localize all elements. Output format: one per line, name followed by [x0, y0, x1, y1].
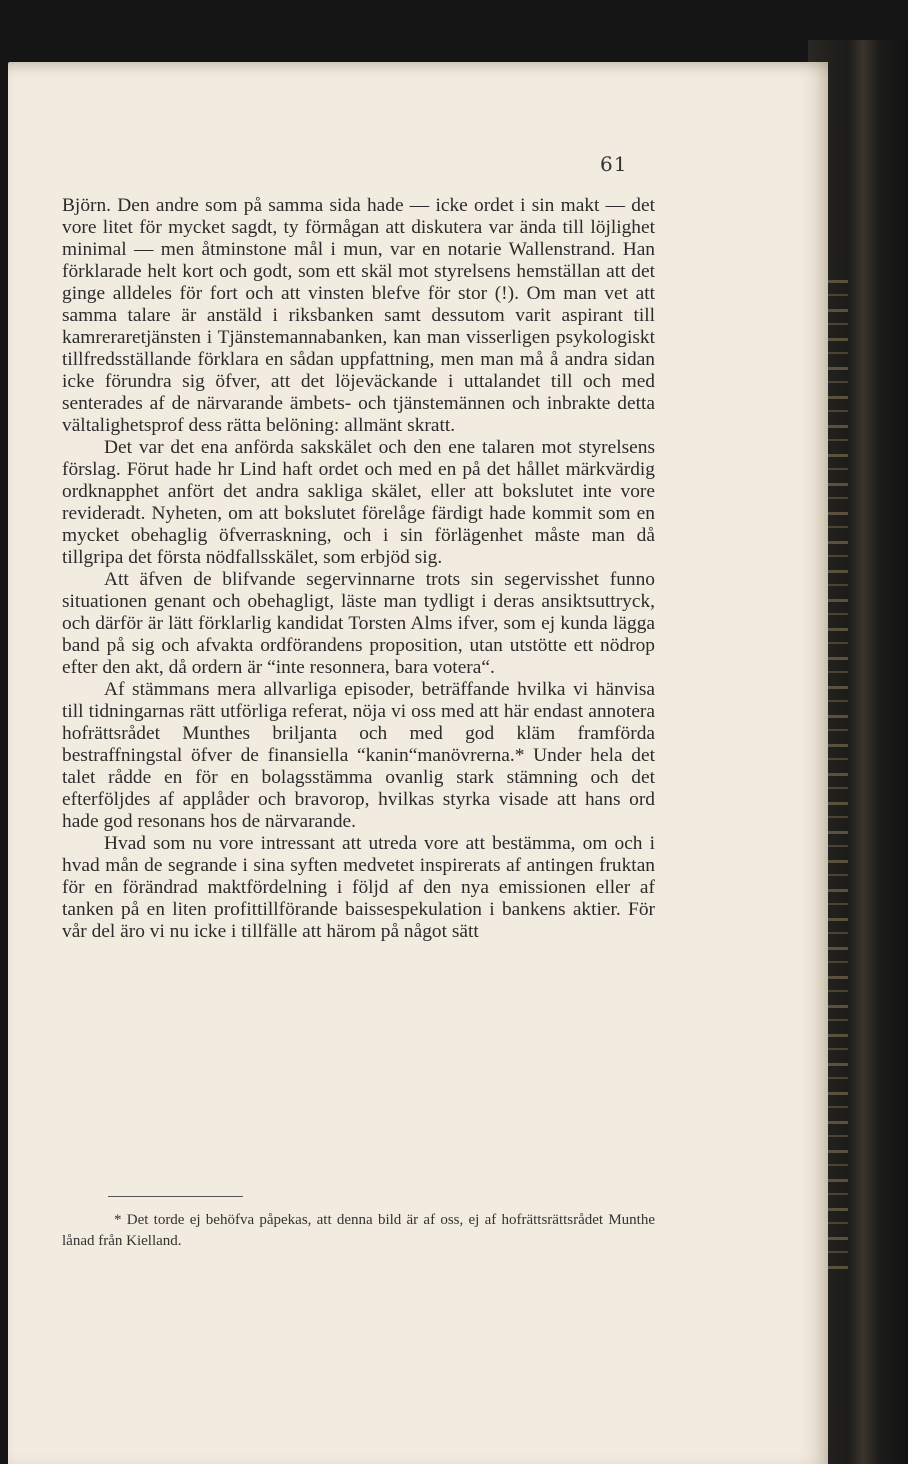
scan-background: [0, 0, 908, 70]
page-number: 61: [600, 152, 628, 176]
paragraph: Det var det ena anförda sakskälet och den ene talaren mot styrelsens förslag. Förut hade hr Lind haft ordet och med en på det hållet märkvärdig ordknapphet anfört det andra sakliga skälet, eller att bokslutet inte vore revideradt. Nyheten, om att bokslutet förelåge färdigt hade kommit som en mycket obehaglig öfverraskning, och i sin förlägenhet måste man då tillgripa det första nödfallsskälet, som erbjöd sig.: [62, 437, 655, 568]
footnote-rule: [108, 1196, 243, 1197]
footnote-text: * Det torde ej behöfva påpekas, att denna bild är af oss, ej af hofrättsrättsrådet Munthe lånad från Kielland.: [62, 1212, 655, 1249]
paragraph: Af stämmans mera allvarliga episoder, beträffande hvilka vi hänvisa till tidningarnas rätt utförliga referat, nöja vi oss med att här endast annotera hofrättsrådet Munthes briljanta och med god kläm framförda bestraffningstal öfver de finansiella “kanin“manövrerna.* Under hela det talet rådde en för en bolagsstämma ovanlig stark stämning och det efterföljdes af applåder och bravorop, hvilkas styrka visade att hans ord hade god resonans hos de närvarande.: [62, 679, 655, 832]
body-text: [62, 195, 655, 943]
paragraph: Björn. Den andre som på samma sida hade — icke ordet i sin makt — det vore litet för mycket sagdt, ty förmågan att diskutera var ända till löjlighet minimal — men åtminstone mål i mun, var en notarie Wallenstrand. Han förklarade helt kort och godt, som ett skäl mot styrelsens hemställan att det ginge alldeles för fort och att vinsten blefve för stor (!). Om man vet att samma talare är anstäld i riksbanken samt dessutom varit aspirant till kamreraretjänsten i Tjänstemannabanken, kan man visserligen psykologiskt tillfredsställande förklara en sådan uppfattning, men man må å andra sidan icke förundra sig öfver, att det löjeväckande i uttalandet till och med senterades af de närvarande ämbets- och tjänstemännen och inbrakte detta vältalighetsprof dess rätta belöning: allmänt skratt.: [62, 195, 655, 436]
footnote: [62, 1210, 655, 1252]
paragraph: Hvad som nu vore intressant att utreda vore att bestämma, om och i hvad mån de segrande i sina syften medvetet inspirerats af antingen fruktan för en förändrad maktfördelning i följd af den nya emissionen eller af tanken på en liten profittillförande baissespekulation i bankens aktier. För vår del äro vi nu icke i tillfälle att härom på något sätt: [62, 833, 655, 942]
paragraph: Att äfven de blifvande segervinnarne trots sin segervisshet funno situationen genant och obehagligt, läste man tydligt i deras ansiktsuttryck, och därför är lätt förklarlig kandidat Torsten Alms ifver, som ej kunda lägga band på sig och afvakta ordförandens proposition, utan utstötte ett nödrop efter den akt, då ordern är “inte resonnera, bara votera“.: [62, 569, 655, 678]
